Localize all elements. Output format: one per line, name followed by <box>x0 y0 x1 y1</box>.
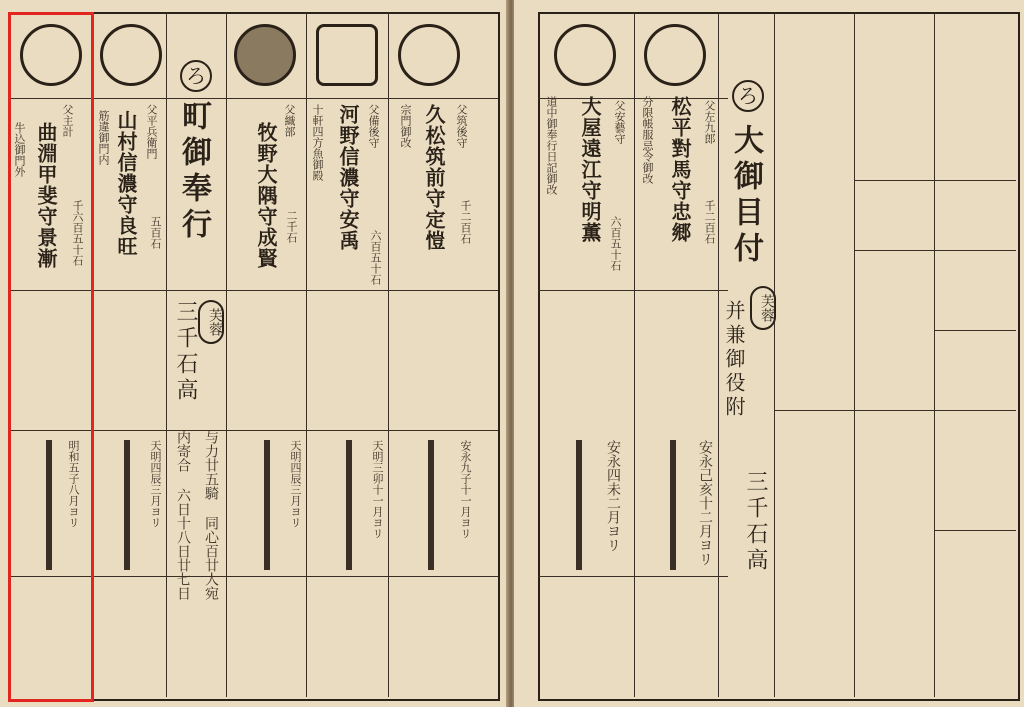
crest-row-divider <box>538 98 728 99</box>
sub-title: 并兼御役附 <box>722 300 746 420</box>
father-label: 父安藝守 <box>613 100 626 144</box>
location-text: 道中御奉行日記御改 <box>545 96 558 195</box>
official-name: 松平對馬守忠郷 <box>668 96 692 243</box>
grid-line <box>934 530 1016 531</box>
grid-line <box>934 12 935 697</box>
spear-insignia-icon <box>124 440 130 570</box>
col-divider <box>718 12 719 697</box>
stipend-text: 千二百石 <box>459 200 472 244</box>
fuyo-badge: 芙蓉 <box>198 300 224 344</box>
left-page <box>0 0 508 707</box>
date-text: 天明三卯十一月ヨリ <box>371 440 384 539</box>
father-label: 父備後守 <box>367 104 380 148</box>
highlight-box <box>8 12 94 702</box>
family-crest-icon <box>316 24 378 86</box>
col-divider <box>388 12 389 697</box>
right-page <box>514 0 1024 707</box>
grid-line <box>854 12 855 697</box>
note-text-2: 内寄合 六日十八日廿七日 <box>175 430 191 600</box>
office-title: 町御奉行 <box>176 100 211 244</box>
date-text: 明和五子八月ヨリ <box>67 440 80 528</box>
official-name: 河野信濃守安禹 <box>336 104 360 251</box>
location-text: 牛込御門外 <box>13 122 26 177</box>
stipend-text: 二千石 <box>285 210 298 243</box>
date-text: 天明四辰三月ヨリ <box>149 440 162 528</box>
location-text: 宗門御改 <box>399 104 412 148</box>
date-text: 天明四辰三月ヨリ <box>289 440 302 528</box>
grid-line <box>934 330 1016 331</box>
date-text: 安永己亥十二月ヨリ <box>697 440 713 566</box>
stipend-text: 六百五十石 <box>609 216 622 271</box>
official-name: 山村信濃守良旺 <box>114 110 138 257</box>
stipend-text: 千六百五十石 <box>71 200 84 266</box>
right-frame <box>538 12 1020 701</box>
location-text: 筋違御門内 <box>97 110 110 165</box>
grid-line <box>774 410 1016 411</box>
family-crest-icon <box>644 24 706 86</box>
official-name: 牧野大隅守成賢 <box>254 122 278 269</box>
spear-insignia-icon <box>576 440 582 570</box>
official-name: 久松筑前守定愷 <box>422 104 446 251</box>
father-label: 父筑後守 <box>455 104 468 148</box>
iroha-mark: ろ <box>180 60 212 92</box>
col-divider <box>166 12 167 697</box>
stipend-text: 六百五十石 <box>369 230 382 285</box>
col-divider <box>226 12 227 697</box>
stipend-text: 五百石 <box>149 216 162 249</box>
family-crest-icon <box>100 24 162 86</box>
official-name: 曲淵甲斐守景漸 <box>34 122 58 269</box>
col-divider <box>774 12 775 697</box>
date-text: 安永九子十一月ヨリ <box>459 440 472 539</box>
father-label: 父織部 <box>283 104 296 137</box>
spear-insignia-icon <box>264 440 270 570</box>
spear-insignia-icon <box>346 440 352 570</box>
iroha-mark: ろ <box>732 80 764 112</box>
office-title: 大御目付 <box>728 124 763 268</box>
date-text: 安永四未二月ヨリ <box>605 440 621 552</box>
rank-text: 三千石高 <box>743 470 768 574</box>
spear-insignia-icon <box>428 440 434 570</box>
family-crest-icon <box>234 24 296 86</box>
col-divider <box>306 12 307 697</box>
rank-text: 三千石高 <box>173 300 198 404</box>
grid-line <box>854 250 1016 251</box>
location-text: 十軒四方魚御殿 <box>311 104 324 181</box>
location-text: 分限帳服忌令御改 <box>641 96 654 184</box>
father-label: 父主計 <box>61 104 74 137</box>
official-name: 大屋遠江守明薫 <box>578 96 602 243</box>
father-label: 父左九郎 <box>703 100 716 144</box>
family-crest-icon <box>398 24 460 86</box>
stipend-text: 千二百石 <box>703 200 716 244</box>
insignia-row-divider <box>538 576 728 577</box>
family-crest-icon <box>554 24 616 86</box>
fuyo-badge: 芙蓉 <box>750 286 776 330</box>
father-label: 父平兵衛門 <box>145 104 158 159</box>
note-text: 与力廿五騎 同心百廿人宛 <box>203 430 219 600</box>
name-row-divider <box>538 290 728 291</box>
col-divider <box>634 12 635 697</box>
spear-insignia-icon <box>670 440 676 570</box>
grid-line <box>854 180 1016 181</box>
